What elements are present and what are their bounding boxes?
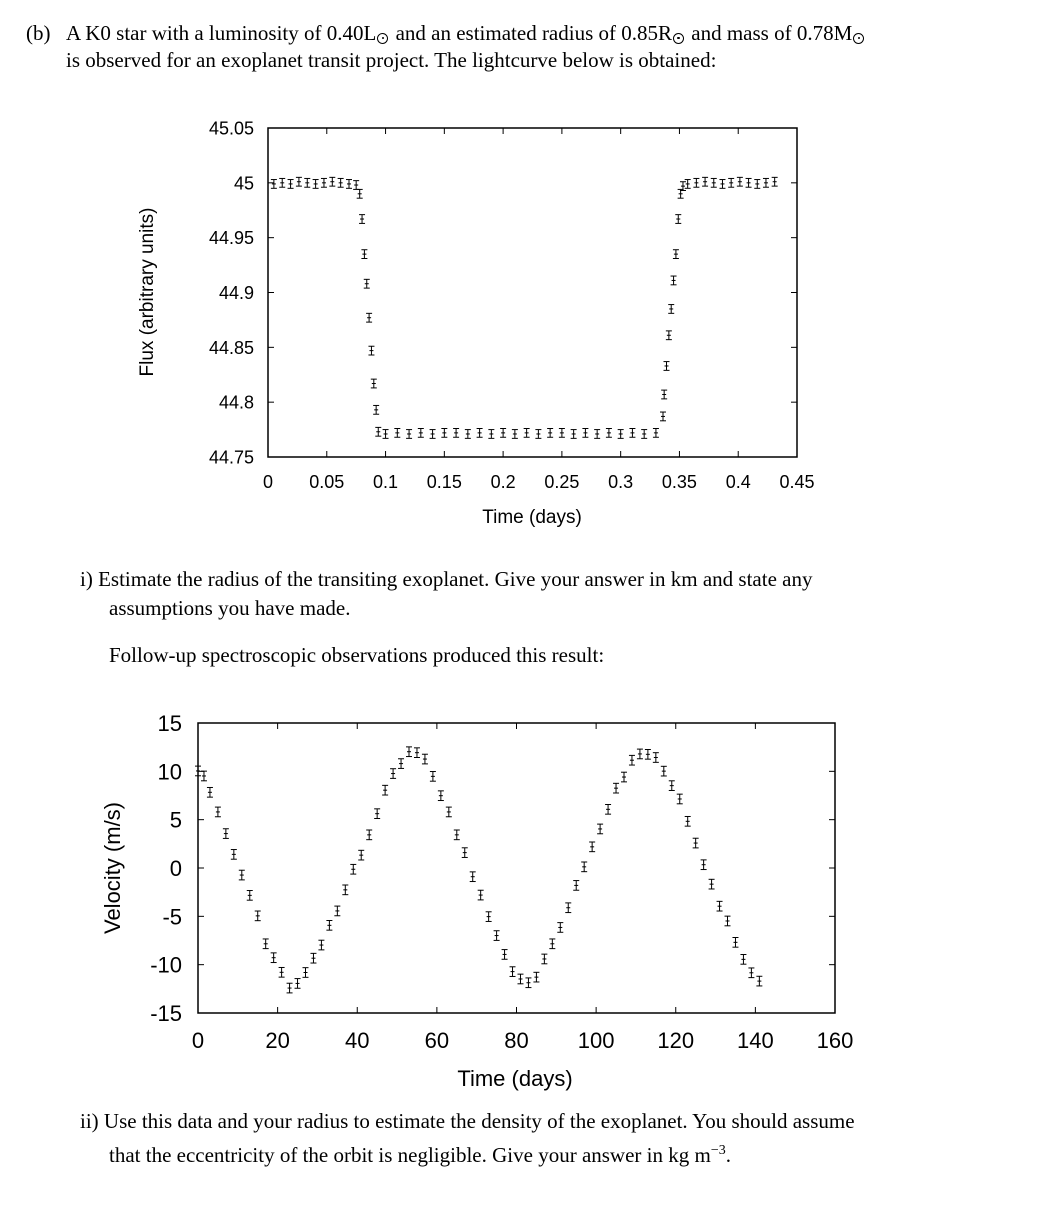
data-point bbox=[597, 824, 603, 834]
x-tick-label: 0.15 bbox=[426, 472, 462, 492]
data-point bbox=[701, 860, 707, 870]
data-point bbox=[629, 428, 635, 437]
x-tick-label: 20 bbox=[265, 1028, 290, 1053]
data-point bbox=[453, 428, 459, 437]
data-point bbox=[594, 430, 600, 439]
lightcurve-chart bbox=[137, 118, 815, 528]
data-point bbox=[661, 390, 667, 399]
y-tick-label: 10 bbox=[157, 759, 182, 785]
x-tick-label: 0 bbox=[262, 472, 274, 492]
data-point bbox=[366, 313, 372, 322]
data-point bbox=[559, 428, 565, 437]
data-point bbox=[725, 916, 731, 926]
data-point bbox=[390, 769, 396, 779]
data-point bbox=[732, 938, 738, 948]
data-point bbox=[366, 830, 372, 840]
data-point bbox=[247, 891, 253, 901]
x-tick-label: 0 bbox=[191, 1028, 205, 1053]
data-point bbox=[398, 759, 404, 769]
data-point bbox=[302, 968, 308, 978]
data-point bbox=[763, 178, 769, 187]
y-tick-label: -10 bbox=[150, 952, 182, 978]
data-point bbox=[728, 178, 734, 187]
data-point bbox=[271, 180, 277, 189]
data-point bbox=[512, 430, 518, 439]
data-point bbox=[653, 428, 659, 437]
lightcurve-x-label: Time (days) bbox=[482, 507, 582, 528]
data-point bbox=[414, 748, 420, 758]
data-point bbox=[334, 906, 340, 916]
x-tick-label: 0.25 bbox=[544, 472, 580, 492]
y-tick-label: 15 bbox=[157, 710, 182, 736]
data-point bbox=[430, 430, 436, 439]
y-tick-label: 45 bbox=[233, 173, 254, 194]
data-point bbox=[675, 215, 681, 224]
data-point bbox=[263, 939, 269, 949]
data-point bbox=[318, 940, 324, 950]
x-tick-label: 0.4 bbox=[725, 472, 751, 492]
velocity-frame bbox=[198, 723, 835, 1013]
data-point bbox=[669, 781, 675, 791]
data-point bbox=[478, 890, 484, 900]
velocity-y-axis bbox=[150, 711, 835, 1026]
data-point bbox=[685, 816, 691, 826]
data-point bbox=[746, 178, 752, 187]
mass-unit: M bbox=[833, 21, 853, 45]
data-point bbox=[645, 749, 651, 759]
data-point bbox=[215, 807, 221, 817]
data-point bbox=[462, 848, 468, 858]
question-ii-line2 bbox=[109, 1136, 731, 1170]
data-point bbox=[533, 972, 539, 982]
lightcurve-frame bbox=[268, 128, 797, 457]
question-b-line2: is observed for an exoplanet transit project. The lightcurve below is obtained: bbox=[66, 48, 717, 72]
data-point bbox=[756, 976, 762, 986]
data-point bbox=[382, 785, 388, 795]
data-point bbox=[661, 766, 667, 776]
data-point bbox=[613, 783, 619, 793]
data-point bbox=[737, 177, 743, 186]
question-i-line1: i) Estimate the radius of the transiting exoplanet. Give your answer in km and state any bbox=[80, 567, 813, 591]
data-point bbox=[677, 794, 683, 804]
data-point bbox=[660, 412, 666, 421]
y-tick-label: 44.85 bbox=[208, 337, 254, 358]
velocity-data-points bbox=[195, 747, 762, 993]
data-point bbox=[719, 180, 725, 189]
data-point bbox=[488, 430, 494, 439]
x-tick-label: 120 bbox=[657, 1028, 695, 1053]
data-point bbox=[446, 807, 452, 817]
x-tick-label: 0.45 bbox=[779, 472, 815, 492]
x-tick-label: 100 bbox=[577, 1028, 615, 1053]
data-point bbox=[549, 939, 555, 949]
data-point bbox=[502, 950, 508, 960]
lightcurve-data-points bbox=[271, 177, 778, 438]
density-exponent: −3 bbox=[710, 1143, 726, 1158]
data-point bbox=[255, 911, 261, 921]
data-point bbox=[524, 428, 530, 437]
radius-unit: R bbox=[658, 21, 673, 45]
y-tick-label: 0 bbox=[169, 855, 182, 881]
data-point bbox=[310, 953, 316, 963]
data-point bbox=[441, 428, 447, 437]
data-point bbox=[239, 870, 245, 880]
text-luminosity: A K0 star with a luminosity of 0.40 bbox=[66, 21, 364, 45]
x-tick-label: 140 bbox=[737, 1028, 774, 1053]
data-point bbox=[374, 809, 380, 819]
data-point bbox=[465, 430, 471, 439]
data-point bbox=[711, 178, 717, 187]
data-point bbox=[573, 881, 579, 891]
data-point bbox=[383, 430, 389, 439]
data-point bbox=[394, 428, 400, 437]
question-ii-line1: ii) Use this data and your radius to estimate the density of the exoplanet. You should assume bbox=[80, 1109, 855, 1133]
data-point bbox=[685, 180, 691, 189]
data-point bbox=[653, 753, 659, 763]
data-point bbox=[581, 862, 587, 872]
data-point bbox=[666, 331, 672, 340]
data-point bbox=[541, 954, 547, 964]
data-point bbox=[673, 250, 679, 259]
data-point bbox=[357, 189, 363, 198]
data-point bbox=[605, 804, 611, 814]
luminosity-unit: L bbox=[363, 21, 377, 45]
data-point bbox=[279, 178, 285, 187]
data-point bbox=[346, 180, 352, 189]
data-point bbox=[582, 428, 588, 437]
data-point bbox=[454, 830, 460, 840]
data-point bbox=[754, 180, 760, 189]
velocity-x-label: Time (days) bbox=[457, 1066, 573, 1091]
data-point bbox=[406, 747, 412, 757]
data-point bbox=[668, 305, 674, 314]
data-point bbox=[359, 215, 365, 224]
data-point bbox=[517, 974, 523, 984]
data-point bbox=[338, 178, 344, 187]
data-point bbox=[271, 953, 277, 963]
data-point bbox=[571, 430, 577, 439]
data-point bbox=[557, 923, 563, 933]
y-tick-label: 44.75 bbox=[208, 447, 254, 468]
data-point bbox=[606, 428, 612, 437]
data-point bbox=[740, 955, 746, 965]
data-point bbox=[295, 979, 301, 989]
data-point bbox=[371, 379, 377, 388]
data-point bbox=[671, 276, 677, 285]
data-point bbox=[772, 177, 778, 186]
x-tick-label: 60 bbox=[424, 1028, 450, 1053]
data-point bbox=[589, 842, 595, 852]
data-point bbox=[748, 968, 754, 978]
y-tick-label: 44.95 bbox=[208, 228, 254, 249]
data-point bbox=[296, 177, 302, 186]
x-tick-label: 160 bbox=[816, 1028, 854, 1053]
data-point bbox=[361, 250, 367, 259]
data-point bbox=[321, 178, 327, 187]
data-point bbox=[279, 967, 285, 977]
data-point bbox=[486, 912, 492, 922]
text-radius: and an estimated radius of 0.85 bbox=[390, 21, 659, 45]
y-tick-label: 44.8 bbox=[218, 392, 254, 413]
data-point bbox=[621, 772, 627, 782]
data-point bbox=[525, 978, 531, 988]
data-point bbox=[287, 983, 293, 993]
velocity-x-axis bbox=[192, 723, 853, 1053]
data-point bbox=[693, 838, 699, 848]
lightcurve-y-axis bbox=[209, 118, 797, 467]
data-point bbox=[350, 864, 356, 874]
velocity-y-label: Velocity (m/s) bbox=[100, 801, 125, 935]
x-tick-label: 80 bbox=[504, 1028, 529, 1053]
data-point bbox=[201, 771, 207, 781]
radial-velocity-chart bbox=[100, 711, 853, 1091]
data-point bbox=[313, 180, 319, 189]
data-point bbox=[693, 178, 699, 187]
data-point bbox=[510, 967, 516, 977]
data-point bbox=[288, 180, 294, 189]
data-point bbox=[223, 829, 229, 839]
data-point bbox=[353, 181, 359, 190]
data-point bbox=[641, 430, 647, 439]
data-point bbox=[629, 755, 635, 765]
y-tick-label: 5 bbox=[169, 807, 182, 833]
data-point bbox=[342, 885, 348, 895]
data-point bbox=[375, 427, 381, 436]
data-point bbox=[709, 879, 715, 889]
data-point bbox=[406, 430, 412, 439]
data-point bbox=[637, 749, 643, 759]
data-point bbox=[418, 428, 424, 437]
y-tick-label: 44.9 bbox=[218, 282, 254, 303]
data-point bbox=[368, 346, 374, 355]
question-ii-period: . bbox=[725, 1143, 731, 1167]
data-point bbox=[422, 754, 428, 764]
part-b-label: (b) bbox=[26, 21, 51, 45]
x-tick-label: 0.1 bbox=[373, 472, 399, 492]
data-point bbox=[470, 872, 476, 882]
x-tick-label: 0.05 bbox=[309, 472, 345, 492]
y-tick-label: -5 bbox=[162, 904, 182, 930]
data-point bbox=[438, 791, 444, 801]
y-tick-label: 45.05 bbox=[208, 118, 254, 139]
y-tick-label: -15 bbox=[150, 1000, 182, 1026]
data-point bbox=[717, 901, 723, 911]
data-point bbox=[430, 772, 436, 782]
data-point bbox=[500, 428, 506, 437]
question-i-line2: assumptions you have made. bbox=[109, 596, 351, 620]
data-point bbox=[494, 931, 500, 941]
question-ii-text: that the eccentricity of the orbit is negligible. Give your answer in kg m bbox=[109, 1143, 711, 1167]
data-point bbox=[702, 177, 708, 186]
data-point bbox=[618, 430, 624, 439]
text-mass: and mass of 0.78 bbox=[686, 21, 834, 45]
x-tick-label: 0.3 bbox=[608, 472, 634, 492]
data-point bbox=[565, 903, 571, 913]
data-point bbox=[547, 428, 553, 437]
followup-text: Follow-up spectroscopic observations produced this result: bbox=[109, 643, 605, 667]
x-tick-label: 0.35 bbox=[661, 472, 697, 492]
data-point bbox=[231, 850, 237, 860]
data-point bbox=[373, 405, 379, 414]
lightcurve-y-label: Flux (arbitrary units) bbox=[137, 207, 158, 377]
x-tick-label: 40 bbox=[345, 1028, 370, 1053]
x-tick-label: 0.2 bbox=[490, 472, 516, 492]
data-point bbox=[535, 430, 541, 439]
data-point bbox=[207, 787, 213, 797]
data-point bbox=[477, 428, 483, 437]
data-point bbox=[364, 279, 370, 288]
data-point bbox=[664, 362, 670, 371]
data-point bbox=[358, 850, 364, 860]
data-point bbox=[326, 920, 332, 930]
data-point bbox=[304, 178, 310, 187]
data-point bbox=[329, 177, 335, 186]
